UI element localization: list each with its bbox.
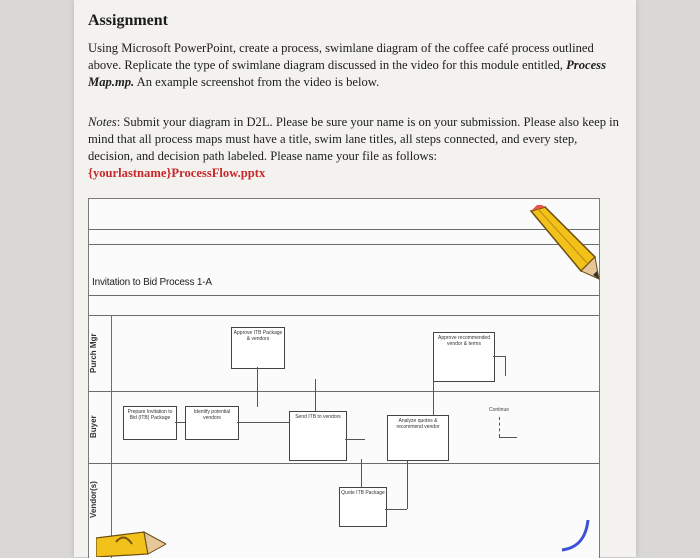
connector <box>237 422 289 423</box>
frame-line <box>89 244 599 245</box>
step-label: Analyze quotes & recommend vendor <box>396 418 440 430</box>
connector <box>315 379 316 411</box>
step-label: Send ITB to vendors <box>295 414 341 420</box>
connector <box>499 437 517 438</box>
video-title: Process Map.mp. <box>88 58 606 89</box>
example-swimlane-screenshot <box>88 198 600 558</box>
connector <box>361 459 362 487</box>
step-label: Approve recommended vendor & terms <box>438 335 490 347</box>
notes-label: Notes <box>88 115 117 129</box>
step-box <box>231 327 285 369</box>
lane-divider <box>89 391 599 392</box>
connector <box>493 356 505 357</box>
lane-divider <box>89 463 599 464</box>
instructions-text-b: An example screenshot from the video is below. <box>134 75 380 89</box>
frame-line <box>89 295 599 296</box>
lane-label-divider <box>111 315 112 558</box>
step-box <box>433 332 495 382</box>
connector <box>407 461 408 509</box>
notes-text: : Submit your diagram in D2L. Please be sure your name is on your submission. Please also keep in mind that all process maps must have a title, swim lane titles, all steps connected, and every step, decision, and decision path labeled. Please name your file as follows: <box>88 115 619 163</box>
dashed-connector <box>499 417 500 437</box>
step-label: Approve ITB Package & vendors <box>233 330 283 342</box>
step-box <box>387 415 449 461</box>
connector <box>257 367 258 407</box>
frame-line <box>89 229 599 230</box>
step-label: Quote ITB Package <box>341 490 385 496</box>
connector <box>505 356 506 376</box>
connector <box>433 380 434 415</box>
continue-label: Continue <box>489 407 510 413</box>
step-box <box>289 411 347 461</box>
cable-icon <box>560 520 590 557</box>
step-label: Prepare Invitation to Bid (ITB) Package <box>127 409 173 421</box>
assignment-notes <box>88 114 623 182</box>
step-box <box>339 487 387 527</box>
step-box <box>185 406 239 440</box>
connector <box>175 422 185 423</box>
pencil-icon <box>525 205 600 280</box>
instructions-text-a: Using Microsoft PowerPoint, create a process, swimlane diagram of the coffee café process outlined above. Replicate the type of swimlane diagram discussed in the video for this module entitled, <box>88 41 594 72</box>
diagram-title: Invitation to Bid Process 1-A <box>92 277 212 288</box>
lane-top-line <box>89 315 599 316</box>
connector <box>385 509 407 510</box>
file-name-format: {yourlastname}ProcessFlow.pptx <box>88 166 266 180</box>
lane-label-buyer: Buyer <box>89 415 98 439</box>
connector <box>345 439 365 440</box>
step-box <box>123 406 177 440</box>
pencil-icon <box>96 526 166 557</box>
assignment-heading: Assignment <box>88 12 169 29</box>
lane-label-purch-mgr: Purch Mgr <box>89 333 98 373</box>
assignment-instructions <box>88 40 623 91</box>
step-label: Identify potential vendors <box>193 409 231 421</box>
lane-label-vendors: Vendor(s) <box>89 481 98 519</box>
